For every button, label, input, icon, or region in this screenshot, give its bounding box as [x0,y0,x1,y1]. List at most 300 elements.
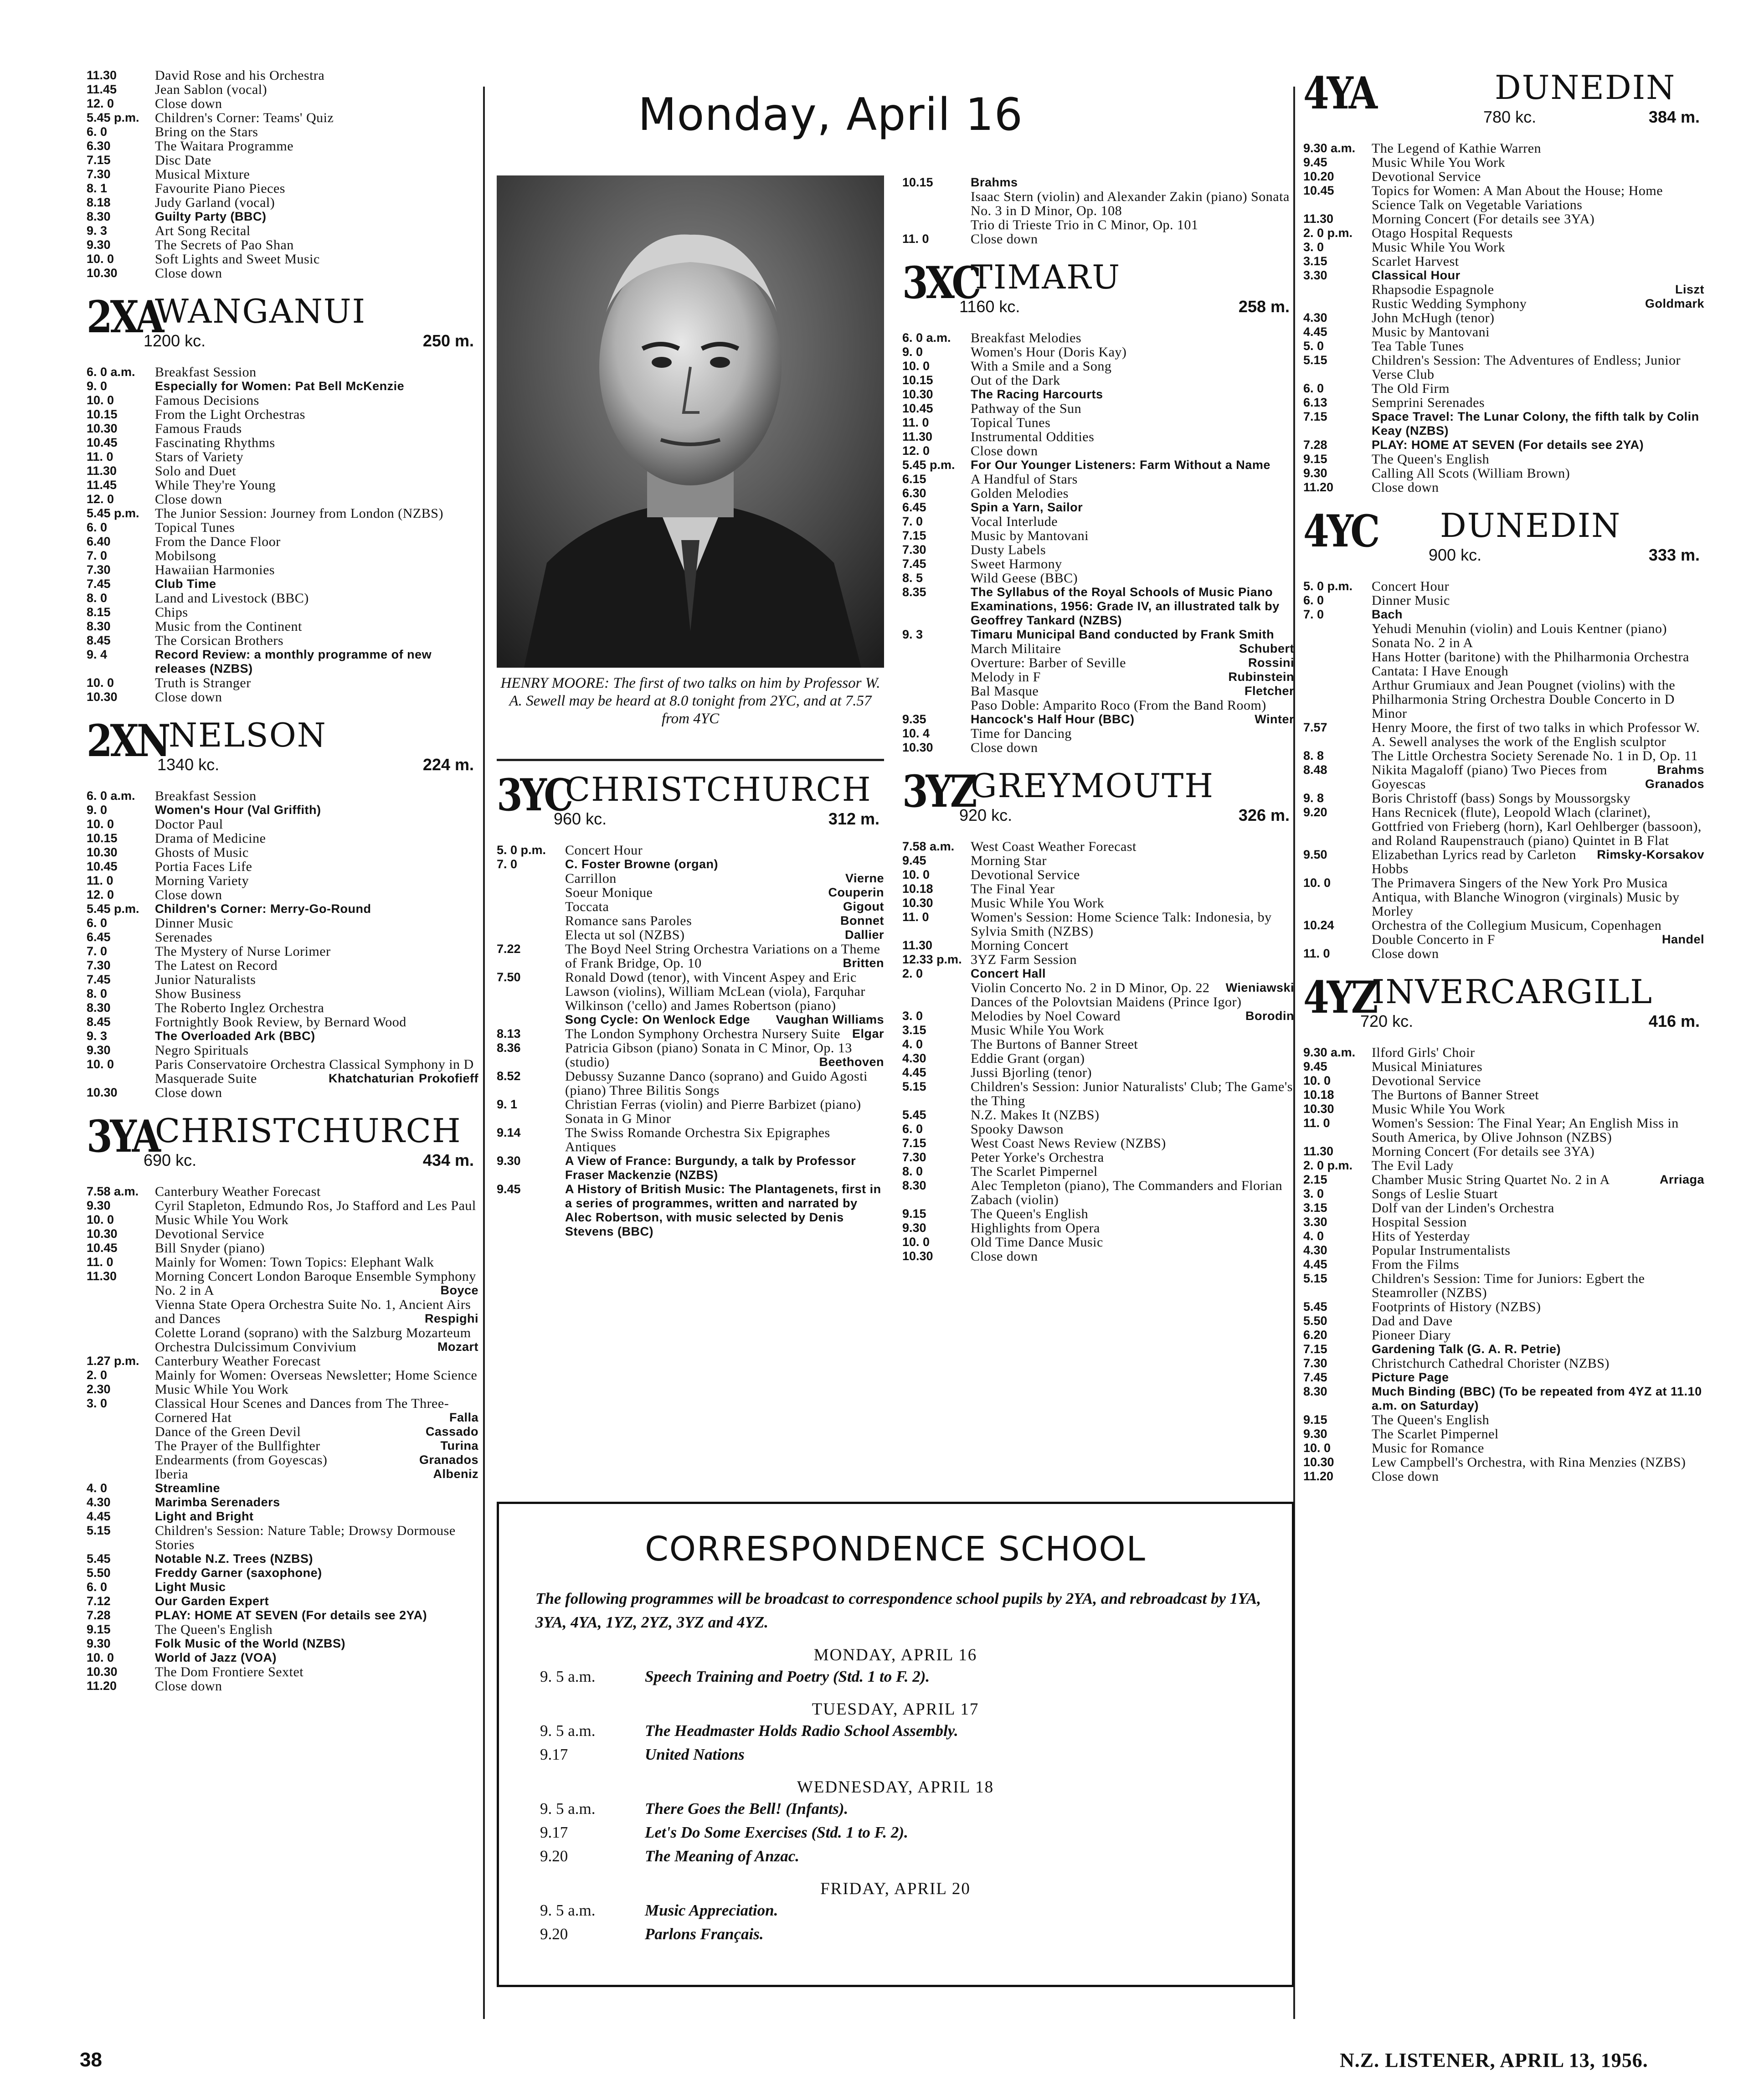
entry-title: From the Light Orchestras [155,407,305,422]
entry-time: 6.45 [902,500,926,514]
schedule-entry [902,1023,1294,1037]
schedule-entry [1303,1187,1704,1201]
entry-title: Ilford Girls' Choir [1372,1045,1475,1060]
entry-title: Judy Garland (vocal) [155,195,275,210]
entry-time: 10.15 [87,407,118,421]
schedule-entry [902,1150,1294,1164]
schedule-entry [87,789,478,803]
entry-title: Christchurch Cathedral Chorister (NZBS) [1372,1356,1610,1371]
entry-time: 4. 0 [87,1481,108,1495]
entry-title: Nikita Magaloff (piano) Two Pieces from Goyescas Granados [1372,762,1704,792]
schedule-entry [87,506,478,520]
entry-time: 10.30 [1303,1455,1334,1469]
entry-title: Hits of Yesterday [1372,1229,1470,1244]
station-wavelength: 250 m. [422,331,474,350]
schedule-entry [87,82,478,97]
station-header-4yc [1303,506,1704,575]
schedule-entry [1303,579,1704,593]
schedule-entry [902,684,1294,698]
entry-title: Elizabethan Lyrics read by Carleton Hobbs [1372,847,1576,876]
schedule-entry [87,252,478,266]
entry-composer: Brahms [1657,763,1704,777]
schedule-entry [87,1637,478,1651]
schedule-list [87,365,478,704]
schedule-entry [902,1249,1294,1263]
entry-time: 10.30 [87,690,118,704]
schedule-entry [1303,155,1704,170]
station-frequency: 780 kc. [1483,108,1537,126]
station-header-4yz [1303,973,1704,1041]
entry-time: 10.45 [902,402,933,415]
schedule-list [1303,1046,1704,1483]
entry-title: The Racing Harcourts [971,387,1103,401]
entry-composer: Handel [1661,932,1704,946]
entry-composer: Borodin [1245,1009,1294,1023]
station-header-3yz [902,767,1294,835]
column-rule-left [483,87,485,2019]
entry-title: Otago Hospital Requests [1372,226,1513,241]
schedule-entry [497,900,884,914]
schedule-entry [1303,1328,1704,1342]
entry-time: 8. 0 [87,591,108,605]
entry-title: John McHugh (tenor) [1372,310,1495,325]
entry-title: The Primavera Singers of the New York Pro Musica Antiqua, with Blanche Winogron (virginals) Music by Morley [1372,876,1680,919]
entry-title: Paris Conservatoire Orchestra Classical Symphony in D Prokofieff [155,1057,478,1085]
entry-time: 8. 8 [1303,749,1324,762]
entry-title: Morning Concert (For details see 3YA) [1372,1144,1595,1159]
entry-title: Negro Spirituals [155,1043,249,1058]
entry-time: 8.30 [87,1001,111,1015]
entry-title: West Coast Weather Forecast [971,839,1137,854]
schedule-entry [1303,721,1704,749]
schedule-entry [1303,184,1704,212]
schedule-entry [497,942,884,970]
schedule-entry [902,1207,1294,1221]
entry-title: Song Cycle: On Wenlock Edge Vaughan Williams [565,1013,884,1026]
schedule-entry [902,938,1294,953]
schedule-entry [87,1509,478,1524]
schedule-entry [87,111,478,125]
schedule-entry [1303,1272,1704,1300]
entry-title: The Queen's English [1372,1412,1490,1427]
entry-title: Music While You Work [155,1212,289,1227]
schedule-entry [87,1622,478,1637]
entry-time: 6. 0 [1303,381,1324,395]
correspondence-item [540,1743,1292,1767]
schedule-entry [87,888,478,902]
schedule-entry [87,181,478,196]
schedule-entry [1303,283,1704,297]
entry-time: 10.30 [87,1086,118,1099]
entry-title: Morning Concert London Baroque Ensemble Symphony No. 2 in A Boyce [155,1269,478,1298]
entry-time: 9.30 [497,1154,521,1168]
entry-title: Alec Templeton (piano), The Commanders and Florian Zabach (violin) [971,1178,1283,1207]
schedule-entry [87,379,478,393]
schedule-entry [1303,466,1704,480]
entry-title: The Latest on Record [155,958,278,973]
entry-title: Breakfast Session [155,788,257,803]
schedule-entry [902,642,1294,656]
entry-title: Junior Naturalists [155,972,256,987]
schedule-entry [87,973,478,987]
entry-title: Streamline [155,1481,221,1495]
entry-time: 9. 0 [87,803,108,817]
schedule-entry [902,882,1294,896]
entry-title: Devotional Service [1372,1073,1481,1088]
entry-time: 5. 0 p.m. [497,843,546,857]
entry-title: Close down [971,232,1038,247]
entry-title: Toccata Gigout [565,899,884,914]
entry-time: 10.15 [902,373,933,387]
entry-time: 5.50 [1303,1314,1327,1328]
entry-title: Music While You Work [155,1382,289,1397]
entry-composer: Respighi [424,1312,478,1325]
schedule-entry [87,1001,478,1015]
entry-time: 2.15 [1303,1173,1327,1186]
entry-title: Timaru Municipal Band conducted by Frank Smith [971,628,1275,641]
entry-time: 7. 0 [1303,608,1324,621]
entry-title: Famous Decisions [155,393,259,408]
station-wavelength: 434 m. [422,1151,474,1169]
schedule-entry [497,928,884,942]
entry-time: 8. 0 [902,1164,923,1178]
schedule-entry [497,1126,884,1154]
entry-time: 8.48 [1303,763,1327,777]
entry-composer: Goldmark [1645,297,1704,310]
entry-title: Instrumental Oddities [971,429,1095,444]
entry-title: The Queen's English [971,1206,1089,1221]
schedule-entry [1303,1229,1704,1243]
entry-title: Iberia Albeniz [155,1467,478,1482]
entry-time: 8.30 [87,210,111,223]
entry-title: Pioneer Diary [1372,1328,1451,1343]
entry-title: PLAY: HOME AT SEVEN (For details see 2YA) [1372,438,1644,452]
schedule-entry [87,690,478,704]
entry-title: The Old Firm [1372,381,1450,396]
entry-composer: Khatchaturian [328,1071,414,1085]
entry-title: Canterbury Weather Forecast [155,1354,321,1369]
station-call-sign: 3YA [87,1111,159,1162]
schedule-entry [902,868,1294,882]
entry-title: Bring on the Stars [155,124,258,139]
entry-time: 6. 0 [902,1122,923,1136]
entry-time: 10. 0 [87,252,114,266]
entry-title: Dusty Labels [971,542,1046,557]
schedule-entry [497,871,884,886]
entry-time: 6. 0 a.m. [87,789,135,803]
column-timaru-greymouth [902,175,1294,1263]
schedule-entry [87,238,478,252]
schedule-entry [902,444,1294,458]
schedule-entry [902,910,1294,938]
entry-time: 11. 0 [1303,947,1330,960]
entry-time: 4.30 [87,1495,111,1509]
entry-time: 3. 0 [902,1009,923,1023]
schedule-entry [87,845,478,860]
schedule-entry [87,1425,478,1439]
entry-title: While They're Young [155,478,276,493]
schedule-entry [902,515,1294,529]
column-3yc [497,770,884,1239]
entry-time: 11. 0 [902,232,929,246]
schedule-list [497,843,884,1239]
correspondence-title: Let's Do Some Exercises (Std. 1 to F. 2). [645,1823,908,1841]
entry-title: Wild Geese (BBC) [971,571,1078,586]
entry-time: 11.30 [1303,1144,1334,1158]
entry-title: Tea Table Tunes [1372,339,1464,354]
entry-title: Close down [155,492,222,507]
entry-time: 9.45 [902,854,926,867]
schedule-entry [902,1221,1294,1235]
schedule-entry [497,914,884,928]
entry-time: 10.45 [1303,184,1334,197]
entry-time: 1.27 p.m. [87,1354,139,1368]
entry-title: Chamber Music String Quartet No. 2 in A Arriaga [1372,1172,1704,1187]
entry-title: Bach [1372,608,1403,621]
entry-time: 12. 0 [902,444,930,458]
schedule-entry [1303,1314,1704,1328]
entry-title: Semprini Serenades [1372,395,1485,410]
station-call-sign: 4YA [1303,67,1375,119]
entry-time: 9.30 [1303,1427,1327,1441]
entry-title: Famous Frauds [155,421,242,436]
entry-title: Guilty Party (BBC) [155,210,267,223]
schedule-entry [87,125,478,139]
schedule-entry [87,930,478,944]
entry-title: Musical Miniatures [1372,1059,1483,1074]
schedule-entry [87,944,478,958]
entry-time: 12. 0 [87,492,114,506]
entry-time: 11.45 [87,478,117,492]
entry-time: 9. 3 [87,1029,108,1043]
entry-title: Peter Yorke's Orchestra [971,1150,1104,1165]
entry-title: The Burtons of Banner Street [971,1037,1138,1052]
schedule-entry [902,741,1294,755]
entry-title: The Corsican Brothers [155,633,284,648]
entry-time: 10.30 [902,896,933,910]
entry-title: Close down [155,266,222,281]
schedule-entry [1303,763,1704,791]
entry-time: 7.30 [87,167,111,181]
entry-title: Henry Moore, the first of two talks in which Professor W. A. Sewell analyses the work of the English sculptor [1372,720,1700,749]
entry-time: 10.20 [1303,170,1334,183]
entry-time: 10.18 [1303,1088,1334,1102]
entry-time: 4. 0 [1303,1229,1324,1243]
entry-time: 11.30 [87,464,117,478]
entry-title: Close down [155,96,222,111]
schedule-entry [1303,410,1704,438]
entry-title: Disc Date [155,153,211,168]
entry-time: 9.50 [1303,848,1327,861]
entry-time: 11. 0 [87,450,113,464]
entry-title: The Junior Session: Journey from London (NZBS) [155,506,443,521]
schedule-entry [87,817,478,831]
entry-time: 4.30 [902,1051,926,1065]
station-name: TIMARU [971,258,1121,296]
entry-time: 7.15 [1303,1342,1327,1356]
entry-title: Canterbury Weather Forecast [155,1184,321,1199]
entry-title: World of Jazz (VOA) [155,1651,277,1664]
entry-time: 5.45 [87,1552,111,1566]
station-call-sign: 4YZ [1303,972,1376,1023]
entry-time: 2. 0 [902,967,923,980]
entry-title: Breakfast Melodies [971,330,1082,345]
station-header-4ya [1303,68,1704,137]
entry-time: 11.20 [1303,480,1334,494]
column-right [1303,68,1704,1483]
entry-title: Endearments (from Goyescas) Granados [155,1452,478,1468]
entry-title: For Our Younger Listeners: Farm Without a Name [971,458,1270,472]
entry-composer: Turina [440,1439,478,1452]
entry-title: Ronald Dowd (tenor), with Vincent Aspey and Eric Lawson (violins), William McLean (viola), Farquhar Wilkinson ('cello) and James Robertson (piano) [565,970,865,1013]
entry-time: 10. 4 [902,726,930,740]
entry-title: The Queen's English [155,1622,273,1637]
entry-title: Boris Christoff (bass) Songs by Moussorgsky [1372,791,1630,806]
schedule-entry [902,416,1294,430]
correspondence-day: FRIDAY, APRIL 20 [820,1880,971,1898]
entry-time: 7. 0 [87,549,108,562]
entry-time: 10.15 [87,831,118,845]
entry-time: 5. 0 p.m. [1303,579,1353,593]
entry-time: 11.30 [902,938,933,952]
entry-title: Our Garden Expert [155,1594,269,1608]
entry-time: 9.30 a.m. [1303,141,1356,155]
entry-title: Devotional Service [971,867,1080,882]
entry-time: 4.30 [1303,311,1327,324]
schedule-entry [1303,791,1704,805]
entry-title: Music While You Work [971,896,1105,911]
entry-time: 10.30 [87,266,118,280]
entry-title: The Roberto Inglez Orchestra [155,1000,324,1015]
entry-time: 2. 0 [87,1368,108,1382]
schedule-entry [87,1071,478,1086]
schedule-entry [902,1051,1294,1066]
schedule-entry [497,1013,884,1027]
entry-time: 6.15 [902,472,926,486]
schedule-entry [497,1097,884,1126]
entry-title: Hospital Session [1372,1215,1467,1230]
entry-time: 10. 0 [87,1651,114,1664]
schedule-entry [902,656,1294,670]
schedule-entry [902,712,1294,726]
entry-title: Stars of Variety [155,449,244,464]
entry-title: Devotional Service [155,1226,264,1241]
entry-title: Morning Star [971,853,1047,868]
entry-title: Yehudi Menuhin (violin) and Louis Kentner (piano) Sonata No. 2 in A [1372,621,1667,650]
entry-time: 9.15 [1303,1413,1327,1427]
schedule-entry [1303,1046,1704,1060]
entry-title: Light and Bright [155,1509,254,1523]
schedule-entry [87,619,478,633]
entry-time: 7.15 [902,1136,926,1150]
entry-title: A Handful of Stars [971,472,1078,487]
entry-time: 3.30 [1303,268,1327,282]
schedule-entry [87,563,478,577]
schedule-entry [1303,240,1704,254]
entry-time: 9. 0 [902,345,923,359]
entry-time: 7.30 [87,563,111,577]
entry-time: 8. 5 [902,571,923,585]
entry-composer: Rubinstein [1228,670,1294,684]
entry-title: Christian Ferras (violin) and Pierre Barbizet (piano) Sonata in G Minor [565,1097,861,1126]
entry-time: 10.30 [902,387,933,401]
schedule-list [1303,579,1704,961]
entry-time: 9. 3 [902,628,923,641]
entry-time: 7.45 [1303,1370,1327,1384]
schedule-entry [902,1122,1294,1136]
entry-time: 9.30 [902,1221,926,1235]
entry-time: 4.30 [1303,1243,1327,1257]
schedule-entry [1303,1427,1704,1441]
station-wavelength: 384 m. [1648,108,1700,126]
entry-title: The Final Year [971,881,1055,896]
schedule-entry [87,1269,478,1298]
entry-title: Brahms [971,175,1018,189]
entry-time: 9.30 [87,238,111,252]
entry-title: Marimba Serenaders [155,1495,280,1509]
entry-title: Much Binding (BBC) (To be repeated from 4YZ at 11.10 a.m. on Saturday) [1372,1385,1702,1412]
entry-time: 5.45 p.m. [902,458,955,472]
entry-title: Golden Melodies [971,486,1069,501]
station-name: CHRISTCHURCH [565,770,872,809]
schedule-entry [87,958,478,973]
entry-title: Close down [971,740,1038,755]
entry-time: 10.45 [87,1241,118,1255]
schedule-entry [1303,1413,1704,1427]
station-name: GREYMOUTH [971,767,1214,805]
entry-composer: Liszt [1675,283,1704,296]
entry-title: Sweet Harmony [971,556,1062,572]
entry-title: Favourite Piano Pieces [155,181,285,196]
entry-time: 11.20 [1303,1469,1334,1483]
entry-composer: Elgar [852,1027,884,1040]
entry-title: Spooky Dawson [971,1122,1064,1137]
entry-title: Popular Instrumentalists [1372,1243,1511,1258]
entry-time: 7. 0 [902,515,923,528]
schedule-entry [87,916,478,930]
correspondence-item [540,1922,1292,1946]
entry-composer: Couperin [828,886,884,899]
entry-title: Songs of Leslie Stuart [1372,1186,1498,1201]
entry-time: 9.15 [902,1207,926,1221]
entry-title: The Scarlet Pimpernel [1372,1427,1499,1442]
schedule-entry [1303,608,1704,622]
entry-title: David Rose and his Orchestra [155,68,325,83]
schedule-entry [87,224,478,238]
entry-title: Concert Hour [1372,579,1450,594]
schedule-entry [1303,678,1704,721]
schedule-entry [902,1136,1294,1150]
entry-title: A View of France: Burgundy, a talk by Professor Fraser Mackenzie (NZBS) [565,1154,856,1182]
entry-title: Morning Concert (For details see 3YA) [1372,211,1595,227]
schedule-entry [1303,1116,1704,1144]
station-wavelength: 258 m. [1238,297,1290,316]
schedule-entry [87,987,478,1001]
entry-title: Rustic Wedding Symphony Goldmark [1372,296,1704,311]
schedule-entry [902,967,1294,981]
schedule-entry [902,585,1294,628]
entry-title: Dinner Music [155,916,233,931]
schedule-entry [902,359,1294,373]
entry-time: 3.15 [902,1023,926,1037]
schedule-entry [87,803,478,817]
entry-title: Drama of Medicine [155,831,266,846]
schedule-entry [1303,1074,1704,1088]
portrait-image [497,175,884,668]
entry-title: Morning Concert [971,938,1069,953]
entry-time: 7.30 [87,958,111,972]
entry-composer: Mozart [437,1340,478,1354]
